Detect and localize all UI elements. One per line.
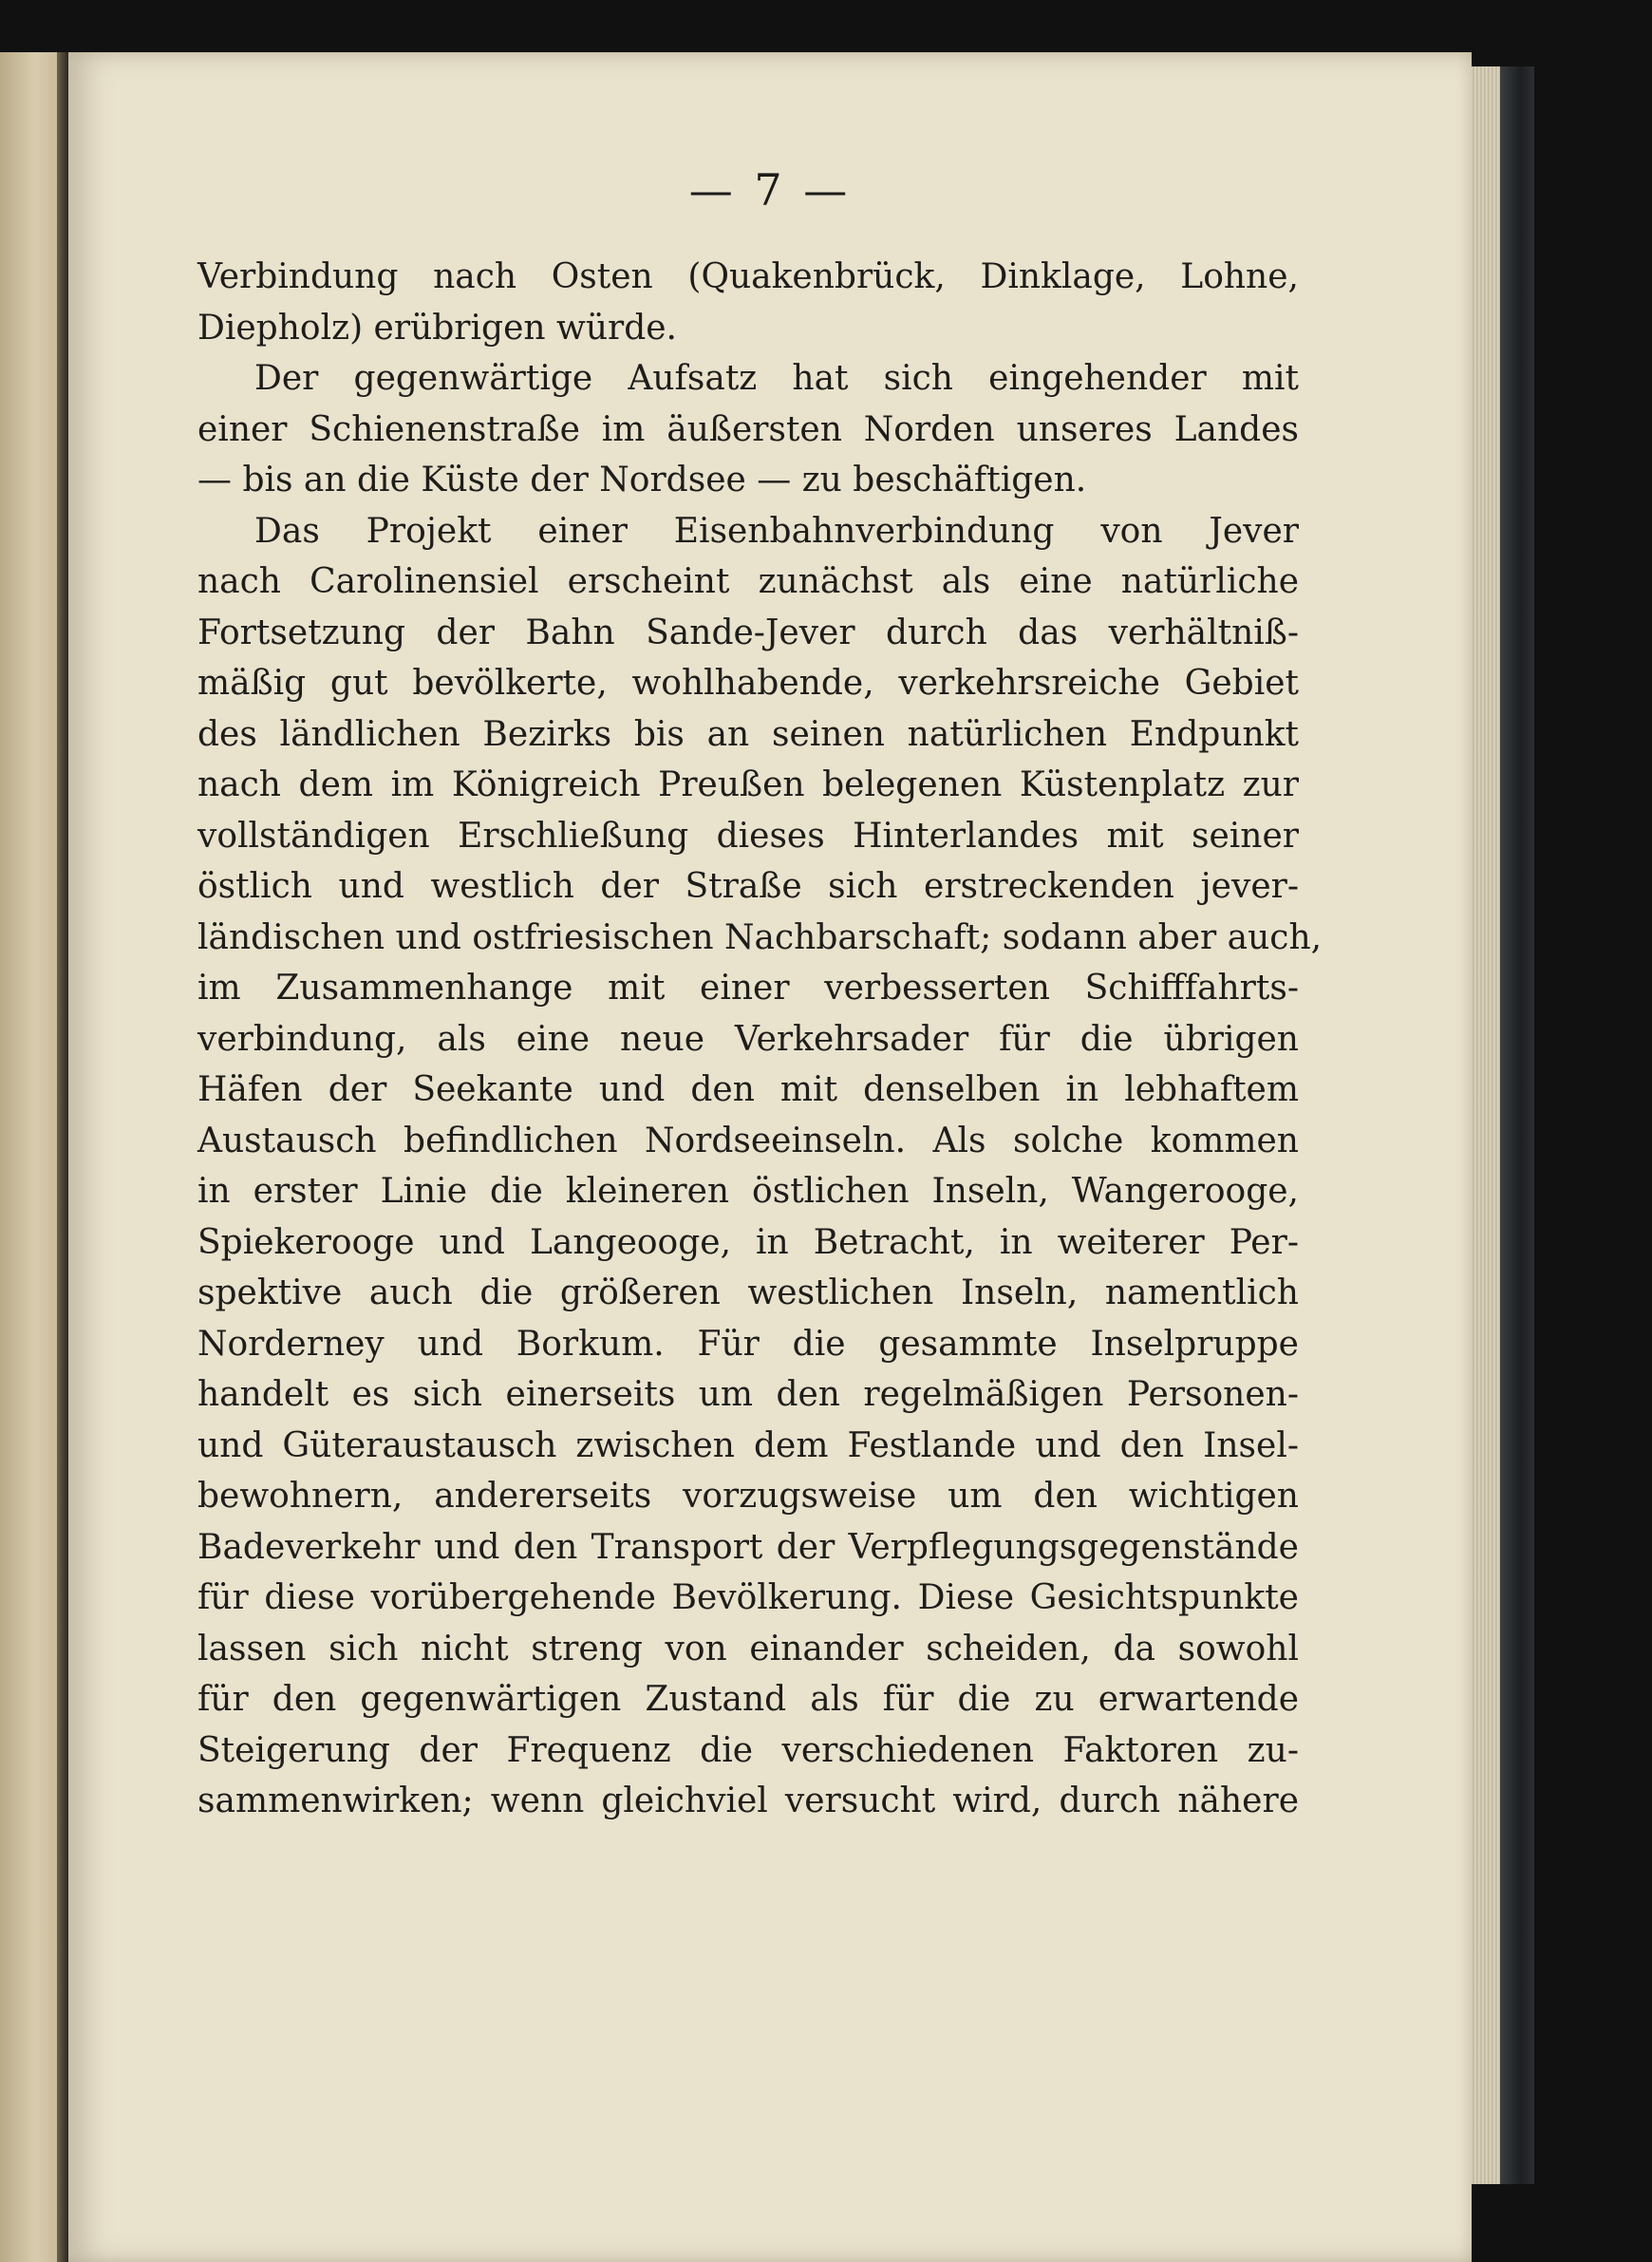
text-line: Fortsetzung der Bahn Sande-Jever durch das verhältniß- (197, 613, 1299, 652)
text-line: östlich und westlich der Straße sich erstreckenden jever- (197, 867, 1299, 906)
text-line: Austausch befindlichen Nordseeinseln. Als solche kommen (197, 1121, 1299, 1160)
body-text (197, 252, 1323, 1827)
text-line: für den gegenwärtigen Zustand als für die zu erwartende (197, 1680, 1299, 1719)
facing-page-edge (0, 52, 65, 2262)
text-line: Badeverkehr und den Transport der Verpflegungsgegenstände (197, 1527, 1299, 1567)
text-line: vollständigen Erschließung dieses Hinterlandes mit seiner (197, 816, 1299, 856)
text-line: verbindung, als eine neue Verkehrsader für die übrigen (197, 1019, 1299, 1059)
text-line: für diese vorübergehende Bevölkerung. Diese Gesichtspunkte (197, 1578, 1299, 1617)
book-gutter (57, 52, 68, 2262)
text-line: — bis an die Küste der Nordsee — zu beschäftigen. (197, 461, 1087, 500)
text-line: Das Projekt einer Eisenbahnverbindung von Jever (254, 511, 1299, 551)
text-line: spektive auch die größeren westlichen Inseln, namentlich (197, 1273, 1299, 1312)
page-number: — 7 — (688, 164, 852, 216)
text-line: nach dem im Königreich Preußen belegenen Küstenplatz zur (197, 765, 1299, 804)
text-line: Steigerung der Frequenz die verschiedenen Faktoren zu- (197, 1730, 1299, 1770)
text-line: in erster Linie die kleineren östlichen Inseln, Wangerooge, (197, 1172, 1299, 1211)
text-line: Spiekerooge und Langeooge, in Betracht, in weiterer Per- (197, 1222, 1299, 1262)
book-cover-edge (1500, 66, 1534, 2184)
text-line: im Zusammenhange mit einer verbesserten Schifffahrts- (197, 969, 1299, 1008)
text-line: bewohnern, andererseits vorzugsweise um den wichtigen (197, 1477, 1299, 1516)
page-stack-edge (1472, 66, 1500, 2184)
book-page (68, 52, 1472, 2262)
text-line: und Güteraustausch zwischen dem Festlande und den Insel- (197, 1425, 1299, 1465)
text-line: mäßig gut bevölkerte, wohlhabende, verkehrsreiche Gebiet (197, 664, 1299, 703)
text-line: Diepholz) erübrigen würde. (197, 308, 678, 348)
text-line: ländischen und ostfriesischen Nachbarschaft; sodann aber auch, (197, 917, 1323, 957)
text-line: nach Carolinensiel erscheint zunächst als eine natürliche (197, 562, 1299, 601)
text-line: sammenwirken; wenn gleichviel versucht wird, durch nähere (197, 1781, 1299, 1820)
text-line: des ländlichen Bezirks bis an seinen natürlichen Endpunkt (197, 714, 1299, 754)
text-line: lassen sich nicht streng von einander scheiden, da sowohl (197, 1629, 1299, 1668)
text-line: einer Schienenstraße im äußersten Norden unseres Landes (197, 409, 1299, 449)
text-line: Häfen der Seekante und den mit denselben in lebhaftem (197, 1070, 1299, 1109)
text-line: Der gegenwärtige Aufsatz hat sich eingehender mit (254, 359, 1299, 398)
text-line: handelt es sich einerseits um den regelmäßigen Personen- (197, 1375, 1299, 1414)
text-line: Norderney und Borkum. Für die gesammte Inselpruppe (197, 1324, 1299, 1364)
text-line: Verbindung nach Osten (Quakenbrück, Dinklage, Lohne, (197, 257, 1299, 296)
